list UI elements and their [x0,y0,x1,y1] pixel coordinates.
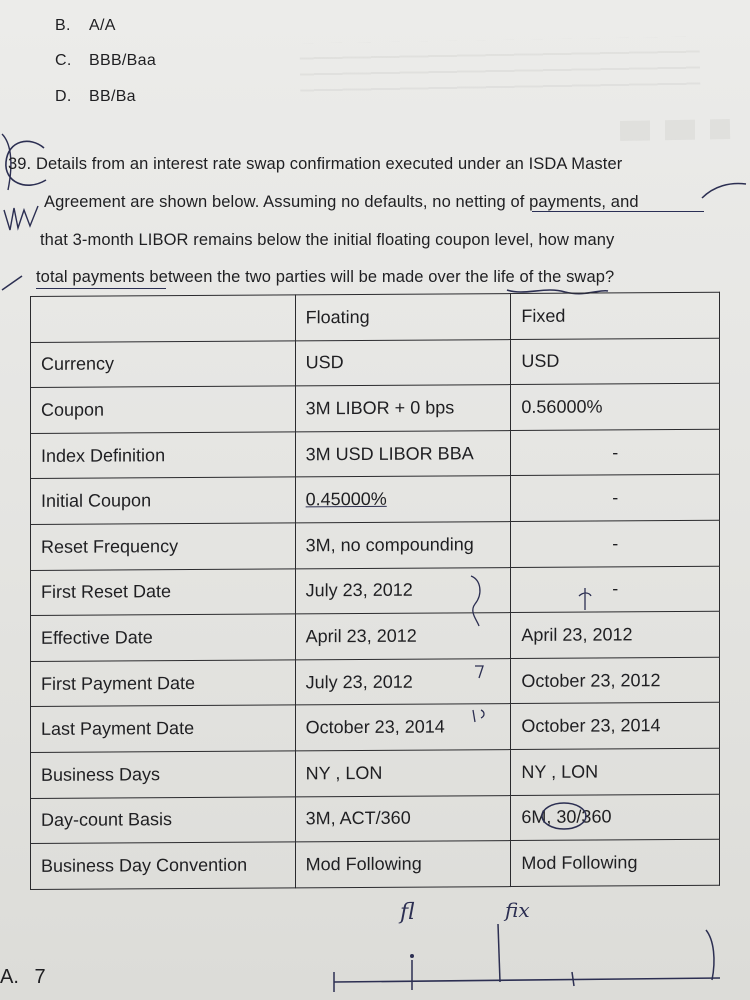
table-cell-label: Currency [31,340,296,387]
bleed-through-text [620,119,730,141]
table-cell-fixed: October 23, 2012 [511,657,720,704]
choice-letter: D. [55,88,72,105]
table-cell-floating: 3M USD LIBOR BBA [295,430,511,477]
bleed-through-text [300,37,701,104]
choice-letter: A. [0,966,19,988]
question-text: Details from an interest rate swap confirmation executed under an ISDA Master [35,155,623,173]
choice-text: BBB/Baa [89,52,157,69]
underline-total-payments [36,283,166,289]
question-text: total payments between the two parties will be made over the life of the swap? [36,268,615,286]
table-cell-floating: July 23, 2012 [295,658,511,705]
table-row [31,611,720,661]
choice-d [55,88,136,106]
swap-confirmation-table [30,292,720,890]
table-row [31,748,720,798]
margin-slash [0,270,30,300]
table-cell-label: Effective Date [31,614,296,661]
table-cell-label: Initial Coupon [31,477,296,524]
table-cell-floating: 3M, ACT/360 [295,795,511,842]
table-header-cell: Floating [295,294,511,341]
question-line-3 [40,231,614,250]
table-cell-fixed: - [511,566,720,613]
choice-b [55,17,116,35]
comma-mark [700,180,748,204]
table-cell-label: Coupon [31,386,296,433]
table-cell-floating: 3M LIBOR + 0 bps [295,385,511,432]
choice-text: 7 [34,966,46,988]
choice-text: A/A [89,17,116,34]
table-cell-floating: July 23, 2012 [295,567,511,614]
handwritten-mark-fixed [575,586,595,614]
underline-netting [532,206,704,212]
question-text: that 3-month LIBOR remains below the initial floating coupon level, how many [40,231,615,249]
handwritten-fl-label: fl [400,900,415,925]
table-row [31,475,720,525]
table-cell-fixed: - [511,429,720,476]
table-cell-floating: 3M, no compounding [295,522,511,569]
handwritten-timeline [320,920,730,1000]
answer-choice-a [0,966,46,989]
table-cell-fixed: 6M, 30/360 [511,794,720,841]
table-header-cell [31,295,296,342]
question-line-1 [8,155,622,174]
table-row [31,703,720,753]
table-cell-label: First Payment Date [31,660,296,707]
choice-c [55,52,156,70]
table-cell-label: Business Days [31,751,296,798]
table-row [31,657,720,707]
table-row [31,566,720,616]
table-cell-floating: NY , LON [295,749,511,796]
table-cell-fixed: 0.56000% [511,383,720,430]
table-cell-label: Index Definition [31,432,296,479]
choice-letter: C. [55,52,72,69]
table-cell-floating: April 23, 2012 [295,613,511,660]
table-cell-floating: 0.45000% [295,476,511,523]
table-header-cell: Fixed [511,292,720,339]
choice-text: BB/Ba [89,88,136,105]
margin-scribble [0,200,48,250]
table-row [31,338,720,388]
table-cell-label: Day-count Basis [31,796,296,843]
table-cell-floating: October 23, 2014 [295,704,511,751]
table-cell-fixed: - [511,520,720,567]
table-cell-label: Business Day Convention [31,842,296,889]
table-row [31,383,720,433]
table-row [31,520,720,570]
table-cell-fixed: USD [511,338,720,385]
choice-letter: B. [55,17,71,34]
table-cell-label: Last Payment Date [31,705,296,752]
table-cell-floating: Mod Following [295,841,511,888]
question-text: Agreement are shown below. Assuming no defaults, no netting of payments, and [44,193,639,211]
table-cell-fixed: NY , LON [511,748,720,795]
table-row [31,429,720,479]
table-header-row [31,292,720,342]
table-cell-fixed: - [511,475,720,522]
table-cell-fixed: April 23, 2012 [511,611,720,658]
table-cell-fixed: Mod Following [511,839,720,886]
question-number: 39. [8,155,32,173]
table-cell-fixed: October 23, 2014 [511,703,720,750]
table-row [31,794,720,844]
handwritten-marks-floating [465,570,495,730]
table-cell-label: Reset Frequency [31,523,296,570]
handwritten-fix-label: fix [505,898,530,922]
handwritten-circle-6m [540,800,590,834]
table-row [31,839,720,889]
table-cell-floating: USD [295,339,511,386]
table-cell-label: First Reset Date [31,568,296,615]
